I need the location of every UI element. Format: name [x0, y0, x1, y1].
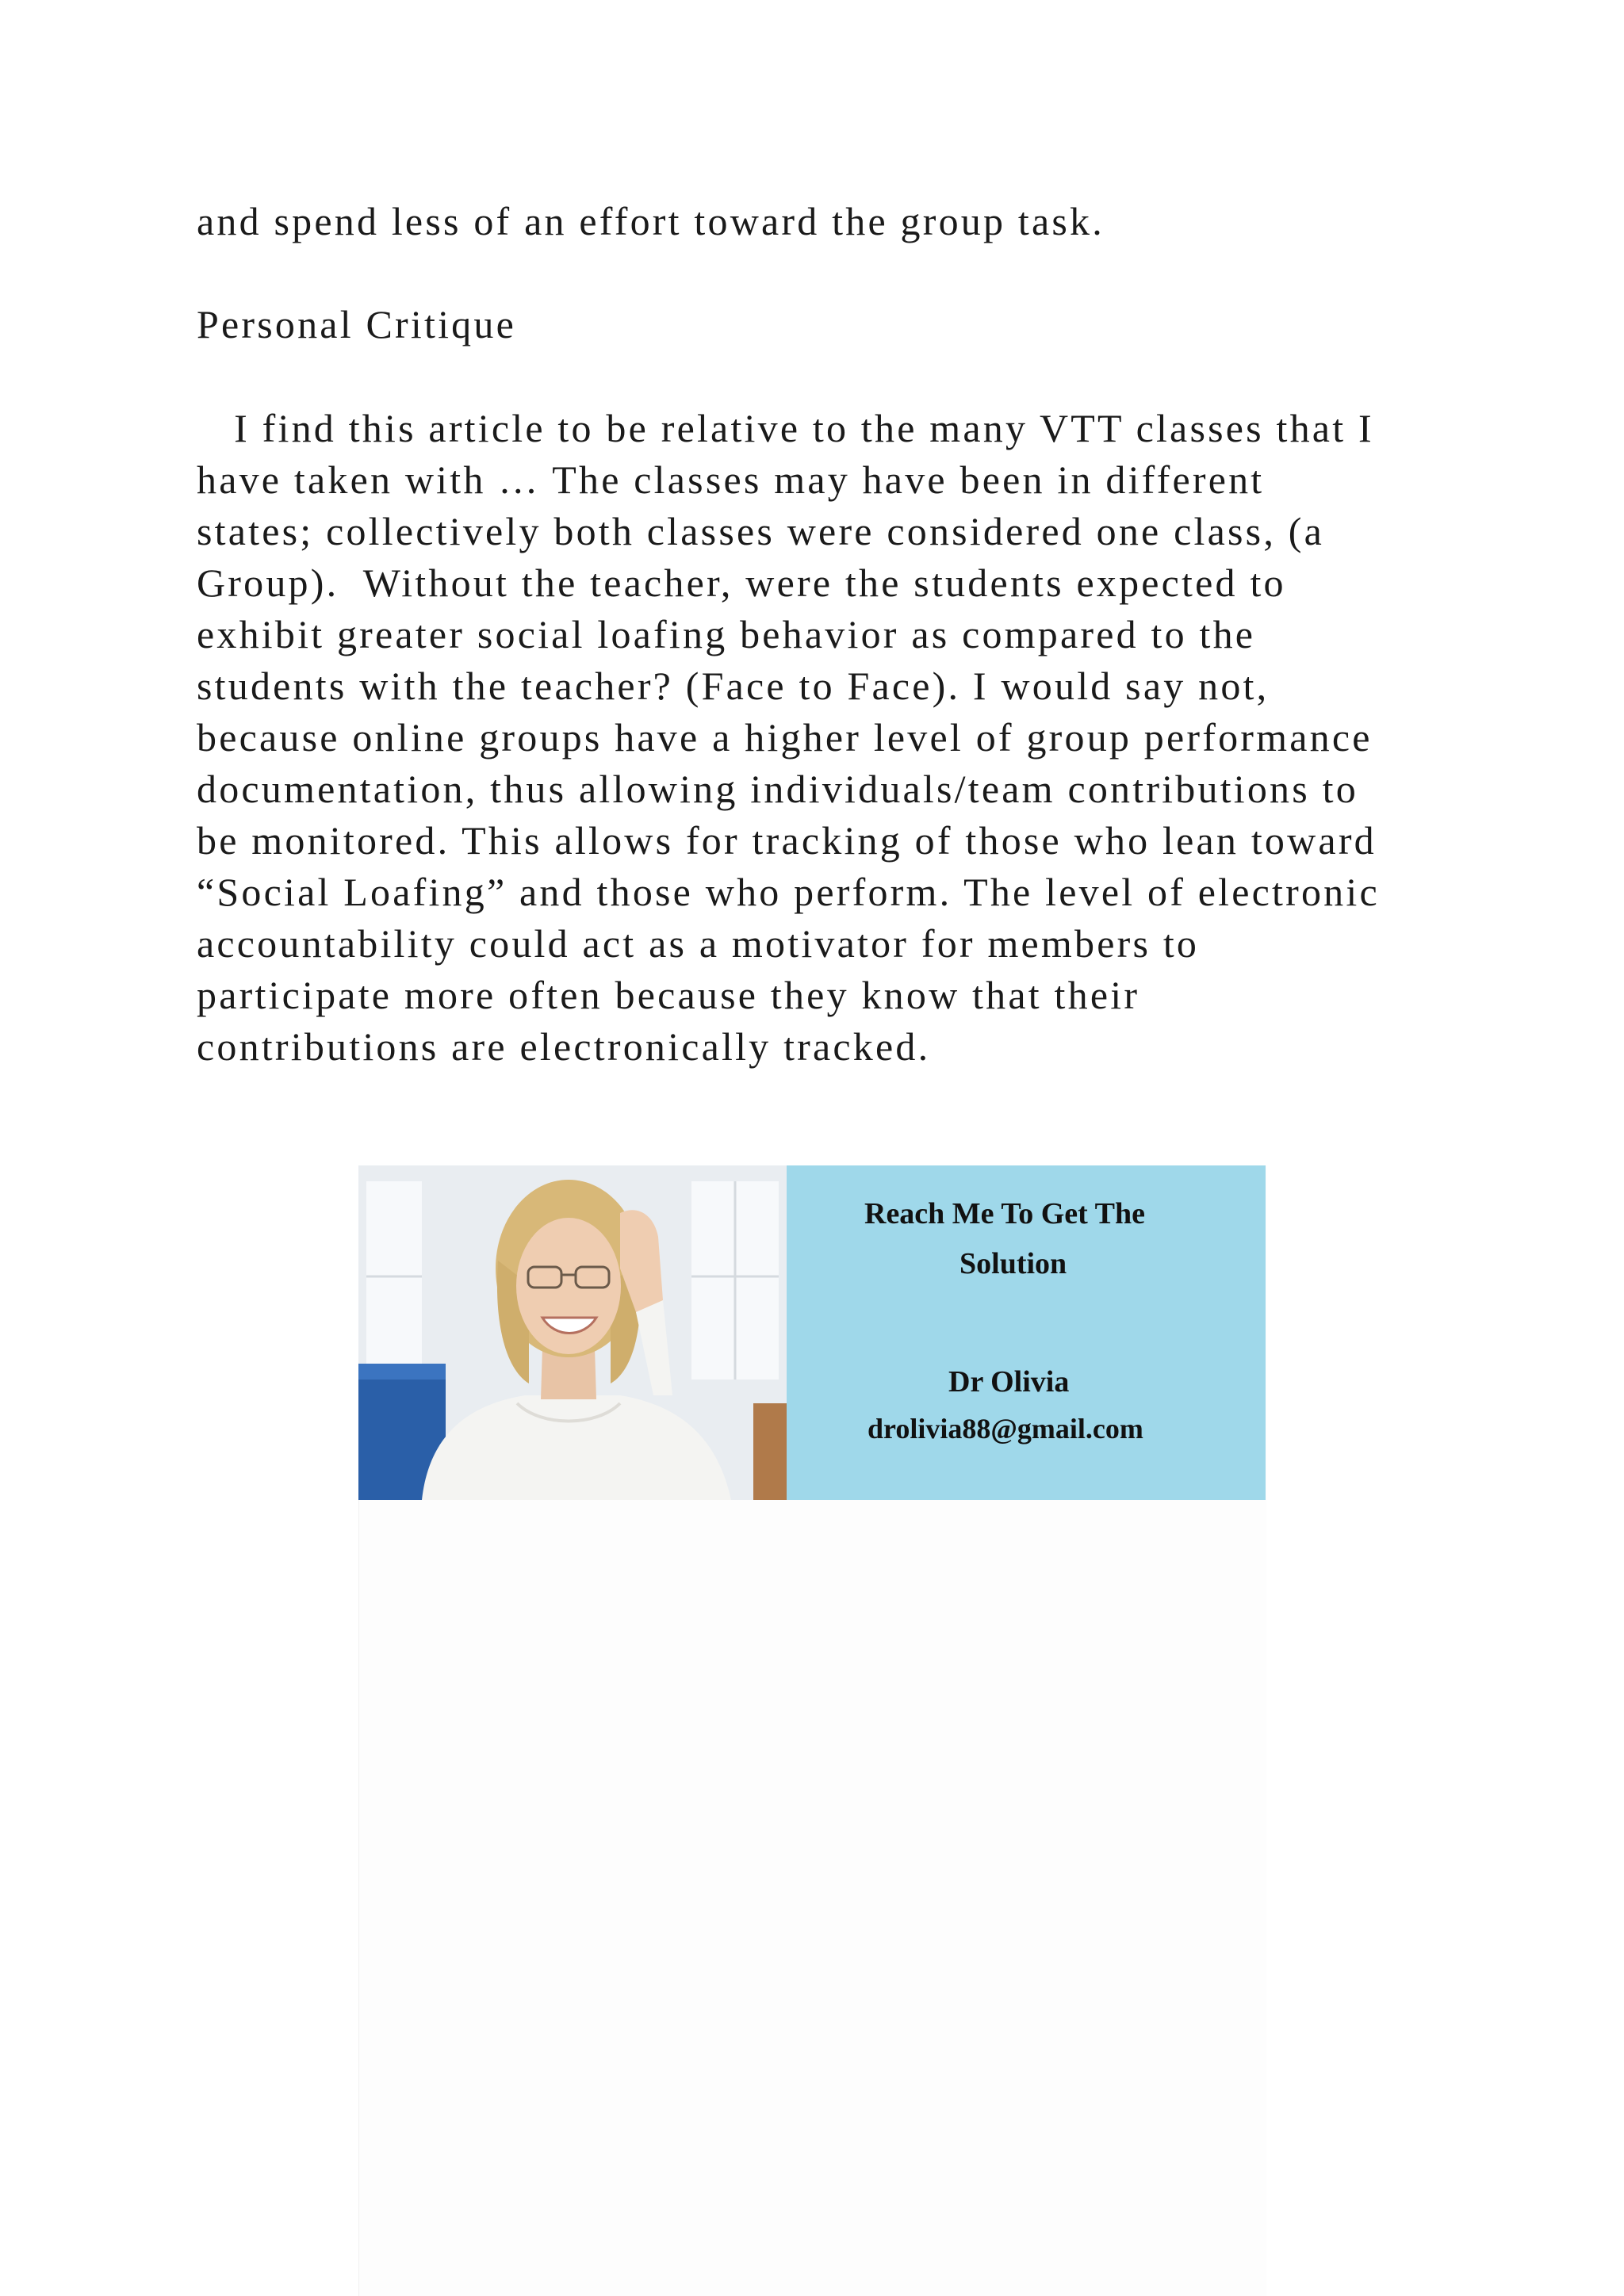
body-text-line: Group). Without the teacher, were the students expected to	[197, 561, 1286, 605]
body-text-line: states; collectively both classes were considered one class, (a	[197, 509, 1324, 553]
body-text-line: documentation, thus allowing individuals/team contributions to	[197, 767, 1358, 811]
section-heading: Personal Critique	[197, 302, 516, 346]
woman-photo	[358, 1165, 787, 1500]
body-text-line: I find this article to be relative to the many VTT classes that I	[197, 406, 1374, 450]
body-text-line: contributions are electronically tracked.	[197, 1024, 931, 1069]
body-text-line: “Social Loafing” and those who perform. The level of electronic	[197, 870, 1380, 914]
body-text-line: accountability could act as a motivator for members to	[197, 921, 1200, 966]
banner-headline: Reach Me To Get The	[864, 1197, 1145, 1230]
contact-banner	[358, 1165, 1266, 1500]
body-text-line: because online groups have a higher level of group performance	[197, 715, 1373, 760]
body-text-line: have taken with … The classes may have been in different	[197, 457, 1265, 502]
body-text-line: exhibit greater social loafing behavior as compared to the	[197, 612, 1256, 656]
body-text-line: participate more often because they know that their	[197, 973, 1140, 1017]
banner-headline-line2: Solution	[959, 1247, 1067, 1280]
body-text-line: and spend less of an effort toward the group task.	[197, 199, 1105, 243]
contact-email: drolivia88@gmail.com	[868, 1413, 1143, 1445]
woman-photo-illustration	[358, 1165, 787, 1500]
body-text-line: students with the teacher? (Face to Face). I would say not,	[197, 664, 1270, 708]
contact-card	[787, 1165, 1266, 1500]
body-text-line: be monitored. This allows for tracking of those who lean toward	[197, 818, 1377, 863]
contact-name: Dr Olivia	[948, 1365, 1070, 1399]
